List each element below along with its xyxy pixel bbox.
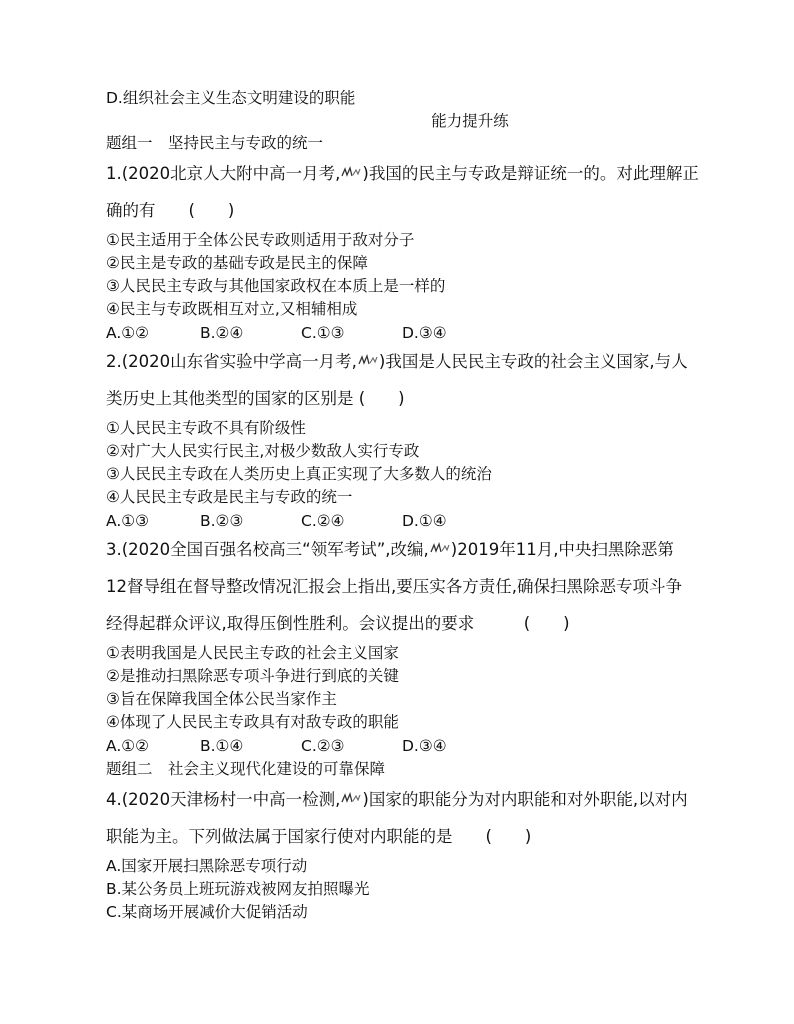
q2-item-1: ①人民民主专政不具有阶级性 [106,419,306,437]
difficulty-star-icon [340,792,362,806]
group2-title: 题组二 社会主义现代化建设的可靠保障 [106,760,386,778]
q2-option-c[interactable]: C.②④ [301,512,345,530]
q3-option-d[interactable]: D.③④ [402,737,447,755]
q3-option-b[interactable]: B.①④ [200,737,244,755]
section-title: 能力提升练 [431,112,509,130]
q1-item-3: ③人民民主专政与其他国家政权在本质上是一样的 [106,277,446,295]
q2-stem-line2: 类历史上其他类型的国家的区别是 ( ) [106,389,405,408]
q1-options [106,323,447,343]
q3-item-4: ④体现了人民民主专政具有对敌专政的职能 [106,713,399,731]
q1-stem-line1: 1.(2020北京人大附中高一月考, )我国的民主与专政是辩证统一的。对此理解正 [106,164,699,183]
q1-option-c[interactable]: C.①③ [301,324,345,342]
q3-option-a[interactable]: A.①② [106,737,150,755]
q1-item-2: ②民主是专政的基础专政是民主的保障 [106,254,368,272]
q1-item-1: ①民主适用于全体公民专政则适用于敌对分子 [106,231,415,249]
difficulty-star-icon [429,542,451,556]
q3-item-3: ③旨在保障我国全体公民当家作主 [106,690,337,708]
q3-stem-line2: 12督导组在督导整改情况汇报会上指出,要压实各方责任,确保扫黑除恶专项斗争 [106,577,682,596]
q3-stem-line3: 经得起群众评议,取得压倒性胜利。会议提出的要求 ( ) [106,614,570,633]
difficulty-star-icon [357,354,379,368]
q4-option-a[interactable]: A.国家开展扫黑除恶专项行动 [106,857,308,875]
q2-item-2: ②对广大人民实行民主,对极少数敌人实行专政 [106,442,420,460]
q2-item-3: ③人民民主专政在人类历史上真正实现了大多数人的统治 [106,465,492,483]
difficulty-star-icon [340,166,362,180]
q4-stem-line1: 4.(2020天津杨村一中高一检测, )国家的职能分为对内职能和对外职能,以对内 [106,790,688,809]
q2-option-a[interactable]: A.①③ [106,512,150,530]
q3-options [106,736,447,756]
q1-option-d[interactable]: D.③④ [402,324,447,342]
q3-item-2: ②是推动扫黑除恶专项斗争进行到底的关键 [106,667,399,685]
q2-item-4: ④人民民主专政是民主与专政的统一 [106,488,353,506]
q3-item-1: ①表明我国是人民民主专政的社会主义国家 [106,644,399,662]
q2-option-b[interactable]: B.②③ [200,512,244,530]
q2-stem-line1: 2.(2020山东省实验中学高一月考, )我国是人民民主专政的社会主义国家,与人 [106,352,688,371]
q1-option-a[interactable]: A.①② [106,324,150,342]
q2-options [106,511,447,531]
prev-option-d: D.组织社会主义生态文明建设的职能 [106,89,356,107]
q3-option-c[interactable]: C.②③ [301,737,345,755]
q1-option-b[interactable]: B.②④ [200,324,244,342]
q2-option-d[interactable]: D.①④ [402,512,447,530]
q4-stem-line2: 职能为主。下列做法属于国家行使对内职能的是 ( ) [106,827,532,846]
group1-title: 题组一 坚持民主与专政的统一 [106,134,324,152]
q4-option-b[interactable]: B.某公务员上班玩游戏被网友拍照曝光 [106,880,370,898]
q3-stem-line1: 3.(2020全国百强名校高三“领军考试”,改编, )2019年11月,中央扫黑除恶第 [106,540,674,559]
q1-item-4: ④民主与专政既相互对立,又相辅相成 [106,300,358,318]
q4-option-c[interactable]: C.某商场开展减价大促销活动 [106,903,308,921]
q1-stem-line2: 确的有 ( ) [106,201,235,220]
